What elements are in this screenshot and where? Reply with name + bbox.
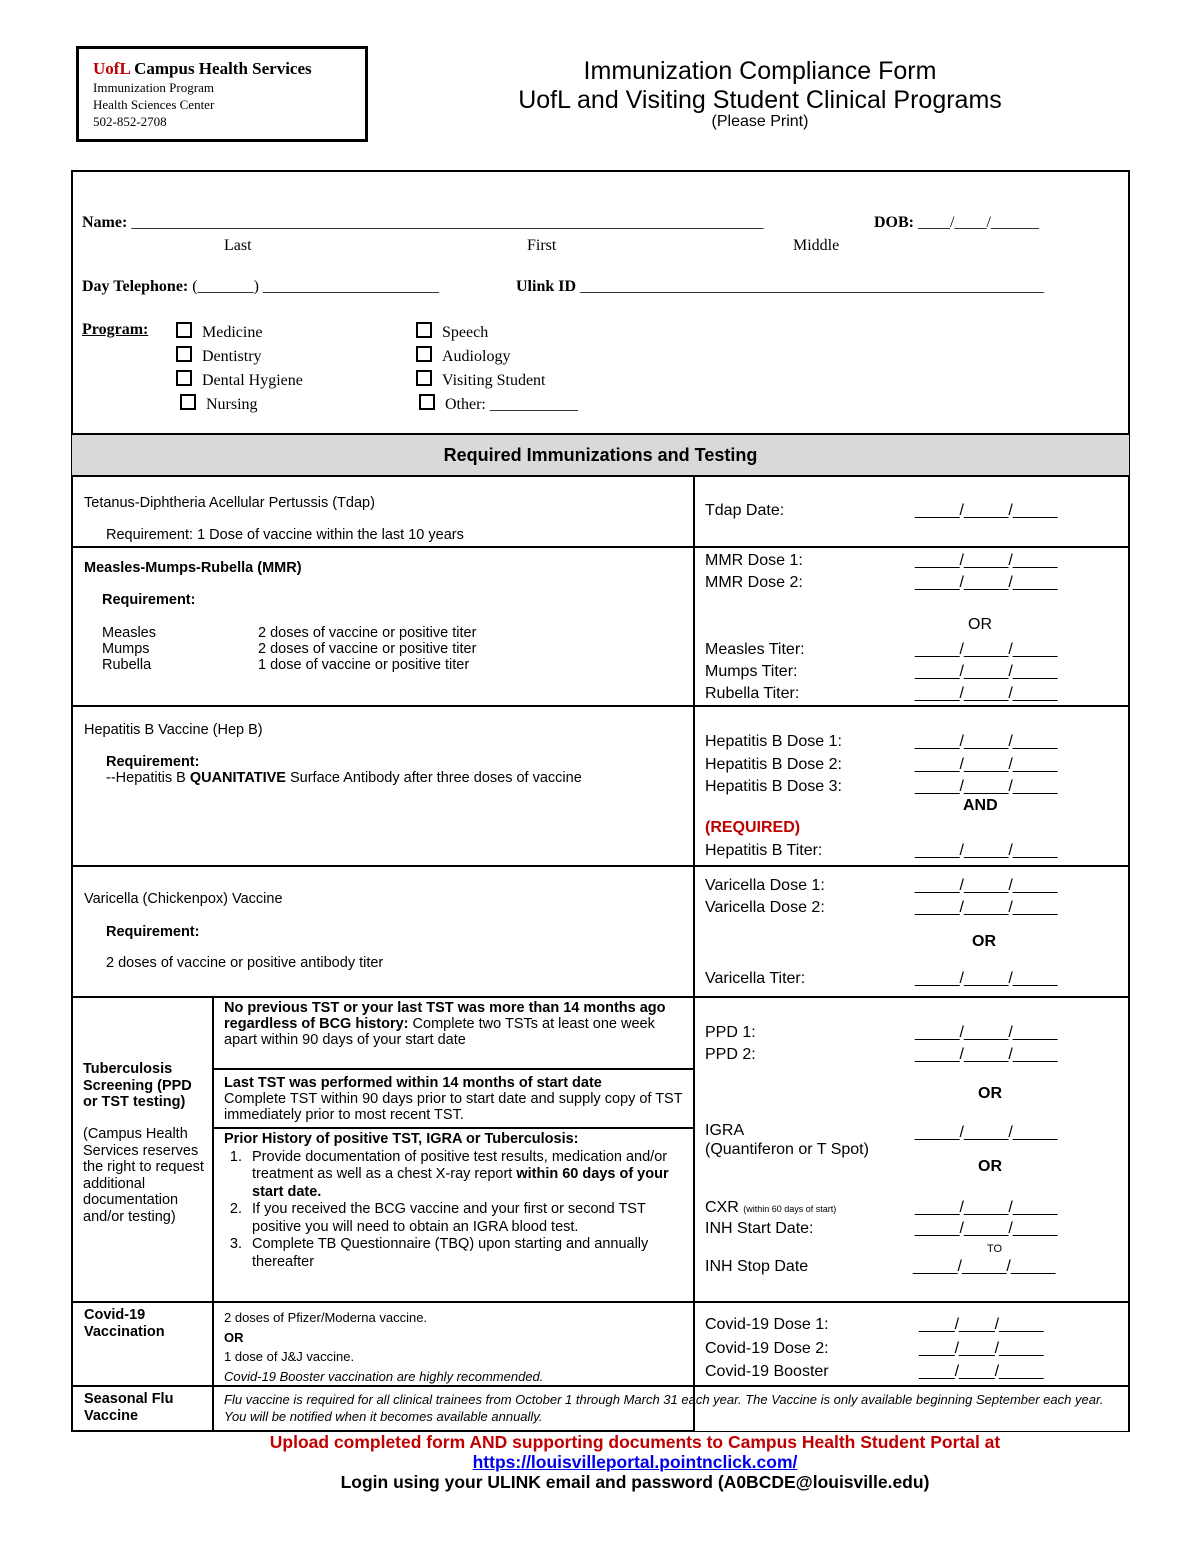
covid-dose2-field[interactable]: ____/____/_____ xyxy=(919,1339,1044,1357)
org-phone: 502-852-2708 xyxy=(93,114,167,129)
tdap-title: Tetanus-Diphtheria Acellular Pertussis (Tdap) xyxy=(84,495,375,511)
program-label-medicine: Medicine xyxy=(202,324,263,341)
program-label: Program: xyxy=(82,321,149,338)
ppd1-label: PPD 1: xyxy=(705,1024,756,1041)
varicella-title: Varicella (Chickenpox) Vaccine xyxy=(84,891,283,907)
checkbox-icon[interactable] xyxy=(176,370,192,386)
program-label-dentistry: Dentistry xyxy=(202,348,262,365)
hepb-dose1-field[interactable]: _____/_____/_____ xyxy=(915,733,1058,750)
tb-option3-item2: 2. If you received the BCG vaccine and your first or second TST positive you will need to obtain an IGRA blood test. xyxy=(246,1201,684,1236)
checkbox-icon[interactable] xyxy=(176,322,192,338)
tb-item1-bold: within 60 days of your start date. xyxy=(252,1166,669,1200)
mmr-dose1-field[interactable]: _____/_____/_____ xyxy=(915,552,1058,569)
divider xyxy=(212,1127,694,1129)
ppd1-field[interactable]: _____/_____/_____ xyxy=(915,1024,1058,1041)
middle-label: Middle xyxy=(793,237,840,254)
inh-start-label: INH Start Date: xyxy=(705,1220,814,1237)
program-label-audiology: Audiology xyxy=(442,348,511,365)
tb-option3-item1 xyxy=(246,1149,684,1202)
tb-or-2: OR xyxy=(978,1158,1002,1175)
hepb-dose-fields xyxy=(915,731,1057,799)
tb-option1-text: Complete two TSTs at least one week apart within 90 days of your start date xyxy=(224,1016,655,1048)
program-option-dentistry[interactable] xyxy=(176,345,303,369)
program-list-left xyxy=(176,321,303,417)
varicella-req-label: Requirement: xyxy=(106,924,200,940)
hepb-titer-label: Hepatitis B Titer: xyxy=(705,842,823,859)
tb-option3-item3: 3. Complete TB Questionnaire (TBQ) upon starting and annually thereafter xyxy=(246,1236,684,1271)
dob-label: DOB: xyxy=(874,214,914,231)
rubella-label: Rubella xyxy=(102,657,152,673)
covid-line3: Covid-19 Booster vaccination are highly recommended. xyxy=(224,1368,544,1384)
covid-line2: 1 dose of J&J vaccine. xyxy=(224,1349,355,1364)
checkbox-icon[interactable] xyxy=(416,370,432,386)
covid-booster-label: Covid-19 Booster xyxy=(705,1363,829,1380)
ulink-label: Ulink ID xyxy=(516,278,577,295)
login-instructions: Login using your ULINK email and password (A0BCDE@louisville.edu) xyxy=(340,1472,930,1492)
covid-dose-fields xyxy=(919,1313,1044,1384)
hepb-dose1-label: Hepatitis B Dose 1: xyxy=(705,733,842,750)
form-title: Immunization Compliance Form xyxy=(583,57,937,85)
tb-option3 xyxy=(224,1131,684,1271)
hepb-titer-field[interactable]: _____/_____/_____ xyxy=(915,842,1058,859)
program-label-dental-hygiene: Dental Hygiene xyxy=(202,372,303,389)
phone-field[interactable]: (_______) ______________________ xyxy=(192,278,439,295)
org-line2: Immunization Program xyxy=(93,80,214,95)
please-print-note: (Please Print) xyxy=(711,113,809,130)
varicella-or: OR xyxy=(972,933,996,950)
mmr-titer-labels xyxy=(705,639,805,705)
divider xyxy=(72,705,1129,707)
first-label: First xyxy=(527,237,557,254)
hepb-dose2-label: Hepatitis B Dose 2: xyxy=(705,755,842,773)
tdap-req-label: Requirement xyxy=(106,527,190,543)
program-option-medicine[interactable] xyxy=(176,321,303,345)
program-list-right xyxy=(416,321,578,417)
checkbox-icon[interactable] xyxy=(416,322,432,338)
checkbox-icon[interactable] xyxy=(176,346,192,362)
varicella-req-text: 2 doses of vaccine or positive antibody titer xyxy=(106,955,384,971)
cxr-note: (within 60 days of start) xyxy=(743,1204,837,1214)
mumps-req: 2 doses of vaccine or positive titer xyxy=(258,641,477,657)
tb-option3-heading: Prior History of positive TST, IGRA or Tuberculosis: xyxy=(224,1131,579,1147)
measles-titer-field[interactable]: _____/_____/_____ xyxy=(915,641,1058,658)
rubella-req: 1 dose of vaccine or positive titer xyxy=(258,657,470,673)
program-label-other: Other: ___________ xyxy=(445,396,578,413)
form-subtitle: UofL and Visiting Student Clinical Programs xyxy=(518,86,1002,114)
ppd2-label: PPD 2: xyxy=(705,1046,756,1063)
org-header-box xyxy=(76,46,368,142)
section-title: Required Immunizations and Testing xyxy=(443,445,758,465)
org-prefix: UofL xyxy=(93,59,130,78)
tb-option2 xyxy=(224,1075,684,1123)
mumps-titer-field[interactable]: _____/_____/_____ xyxy=(915,663,1058,680)
dob-row[interactable] xyxy=(874,214,1039,232)
mmr-names xyxy=(102,625,156,673)
igra-sublabel: (Quantiferon or T Spot) xyxy=(705,1141,869,1158)
ulink-field[interactable]: __________________________________________________________ xyxy=(580,278,1045,295)
inh-stop-field[interactable]: _____/_____/_____ xyxy=(913,1258,1056,1275)
cxr-label-row xyxy=(705,1199,836,1217)
hepb-requirement xyxy=(106,770,582,786)
last-label: Last xyxy=(224,237,252,254)
cxr-field[interactable]: _____/_____/_____ xyxy=(915,1199,1058,1216)
portal-link[interactable]: https://louisvilleportal.pointnclick.com/ xyxy=(472,1452,798,1472)
varicella-dose-labels xyxy=(705,875,825,919)
program-label-nursing: Nursing xyxy=(206,396,258,413)
tdap-date-label: Tdap Date: xyxy=(705,502,785,519)
tb-note: (Campus Health Services reserves the right to request additional documentation and/or testing) xyxy=(83,1126,204,1225)
org-line3: Health Sciences Center xyxy=(93,97,215,112)
covid-or: OR xyxy=(224,1329,244,1345)
hepb-req-label: Requirement: xyxy=(106,754,200,770)
tb-option1-heading: No previous TST or your last TST was more than 14 months ago regardless of BCG history: xyxy=(224,1000,666,1032)
tb-option1 xyxy=(224,1000,684,1048)
mmr-or: OR xyxy=(968,616,992,633)
program-option-audiology[interactable] xyxy=(416,345,578,369)
hepb-req-bold: QUANITATIVE xyxy=(189,770,286,786)
tb-column-divider xyxy=(212,996,214,1432)
measles-titer-label: Measles Titer: xyxy=(705,641,805,658)
name-field[interactable]: _______________________________________________________________________________ xyxy=(131,214,764,231)
measles-req: 2 doses of vaccine or positive titer xyxy=(258,625,477,641)
program-option-visiting-student[interactable] xyxy=(416,369,578,393)
org-name: Campus Health Services xyxy=(134,59,312,78)
covid-title: Covid-19 Vaccination xyxy=(84,1307,165,1340)
hepb-req-post: Surface Antibody after three doses of vaccine xyxy=(285,770,582,786)
hepb-dose-labels xyxy=(705,731,842,799)
divider xyxy=(72,865,1129,867)
tb-option2-text: Complete TST within 90 days prior to start date and supply copy of TST immediately prior to most recent TST. xyxy=(224,1091,683,1123)
ppd-labels xyxy=(705,1022,756,1066)
column-divider xyxy=(693,476,695,1432)
program-option-nursing[interactable] xyxy=(180,393,303,417)
program-label-visiting-student: Visiting Student xyxy=(442,372,546,389)
igra-labels xyxy=(705,1121,869,1159)
inh-to: TO xyxy=(987,1243,1003,1255)
checkbox-icon[interactable] xyxy=(416,346,432,362)
divider xyxy=(72,475,1129,477)
covid-dose1-label: Covid-19 Dose 1: xyxy=(705,1316,829,1333)
flu-title: Seasonal Flu Vaccine xyxy=(84,1391,174,1424)
tb-option3-list xyxy=(224,1149,684,1272)
upload-instructions: Upload completed form AND supporting documents to Campus Health Student Portal at xyxy=(269,1432,1001,1452)
mmr-title: Measles-Mumps-Rubella (MMR) xyxy=(84,560,302,576)
mumps-titer-label: Mumps Titer: xyxy=(705,663,798,680)
tdap-requirement xyxy=(106,527,464,543)
tdap-req-text: : 1 Dose of vaccine within the last 10 years xyxy=(189,527,464,543)
hepb-dose3-field[interactable]: _____/_____/_____ xyxy=(915,778,1058,795)
program-option-other[interactable] xyxy=(419,393,578,417)
varicella-dose2-field[interactable]: _____/_____/_____ xyxy=(915,899,1058,916)
covid-dose1-field[interactable]: ____/____/_____ xyxy=(919,1316,1044,1333)
igra-label: IGRA xyxy=(705,1122,745,1139)
divider xyxy=(72,546,1129,548)
varicella-titer-field[interactable]: _____/_____/_____ xyxy=(915,970,1058,987)
mmr-dose-labels xyxy=(705,550,803,594)
varicella-dose1-field[interactable]: _____/_____/_____ xyxy=(915,877,1058,894)
phone-label: Day Telephone: xyxy=(82,278,189,295)
covid-booster-field[interactable]: ____/____/_____ xyxy=(919,1363,1044,1380)
mmr-dose2-label: MMR Dose 2: xyxy=(705,574,803,591)
mmr-dose2-field[interactable]: _____/_____/_____ xyxy=(915,574,1058,591)
covid-requirements xyxy=(224,1308,543,1386)
rubella-titer-field[interactable]: _____/_____/_____ xyxy=(915,685,1058,702)
hepb-required-note: (REQUIRED) xyxy=(705,819,801,836)
covid-line1: 2 doses of Pfizer/Moderna vaccine. xyxy=(224,1310,428,1325)
hepb-dose3-label: Hepatitis B Dose 3: xyxy=(705,778,842,795)
varicella-titer-label: Varicella Titer: xyxy=(705,970,806,987)
ulink-row[interactable] xyxy=(516,278,1044,296)
checkbox-icon[interactable] xyxy=(180,394,196,410)
dob-field[interactable]: ____/____/______ xyxy=(918,214,1039,231)
mmr-reqs xyxy=(258,625,476,673)
covid-dose2-label: Covid-19 Dose 2: xyxy=(705,1339,829,1357)
phone-row[interactable] xyxy=(82,278,439,296)
hepb-and: AND xyxy=(963,797,998,814)
name-row[interactable] xyxy=(82,214,763,232)
divider xyxy=(212,1068,694,1070)
mumps-label: Mumps xyxy=(102,641,150,657)
tb-title: Tuberculosis Screening (PPD or TST testing) xyxy=(83,1061,192,1110)
program-option-speech[interactable] xyxy=(416,321,578,345)
program-option-dental-hygiene[interactable] xyxy=(176,369,303,393)
portal-link-row xyxy=(0,1452,1200,1473)
ppd2-field[interactable]: _____/_____/_____ xyxy=(915,1046,1058,1063)
varicella-dose-fields xyxy=(915,875,1057,919)
mmr-dose1-label: MMR Dose 1: xyxy=(705,552,803,569)
tb-item1-text: Provide documentation of positive test results, medication and/or treatment as well as a chest X-ray report xyxy=(252,1148,668,1182)
inh-stop-label: INH Stop Date xyxy=(705,1258,809,1275)
inh-start-field[interactable]: _____/_____/_____ xyxy=(915,1220,1058,1237)
mmr-dose-fields xyxy=(915,550,1057,594)
cxr-label: CXR xyxy=(705,1199,739,1216)
program-label-speech: Speech xyxy=(442,324,489,341)
mmr-titer-fields xyxy=(915,639,1057,705)
measles-label: Measles xyxy=(102,625,156,641)
ppd-fields xyxy=(915,1022,1057,1066)
flu-text: Flu vaccine is required for all clinical trainees from October 1 through March 31 each year. The Vaccine is only available beginning September each year. You will be notified when it becomes available annually. xyxy=(224,1392,1104,1424)
divider xyxy=(72,1301,1129,1303)
covid-dose-labels xyxy=(705,1313,829,1384)
igra-field[interactable]: _____/_____/_____ xyxy=(915,1124,1058,1141)
divider xyxy=(72,996,1129,998)
checkbox-icon[interactable] xyxy=(419,394,435,410)
tb-option2-heading: Last TST was performed within 14 months of start date xyxy=(224,1075,602,1091)
hepb-title: Hepatitis B Vaccine (Hep B) xyxy=(84,722,263,738)
rubella-titer-label: Rubella Titer: xyxy=(705,685,800,702)
mmr-req-label: Requirement: xyxy=(102,592,196,608)
name-label: Name: xyxy=(82,214,128,231)
tb-or-1: OR xyxy=(978,1085,1002,1102)
tdap-date-field[interactable]: _____/_____/_____ xyxy=(915,502,1058,519)
hepb-req-pre: --Hepatitis B xyxy=(106,770,190,786)
hepb-dose2-field[interactable]: _____/_____/_____ xyxy=(915,755,1058,773)
varicella-dose2-label: Varicella Dose 2: xyxy=(705,899,825,916)
varicella-dose1-label: Varicella Dose 1: xyxy=(705,877,825,894)
